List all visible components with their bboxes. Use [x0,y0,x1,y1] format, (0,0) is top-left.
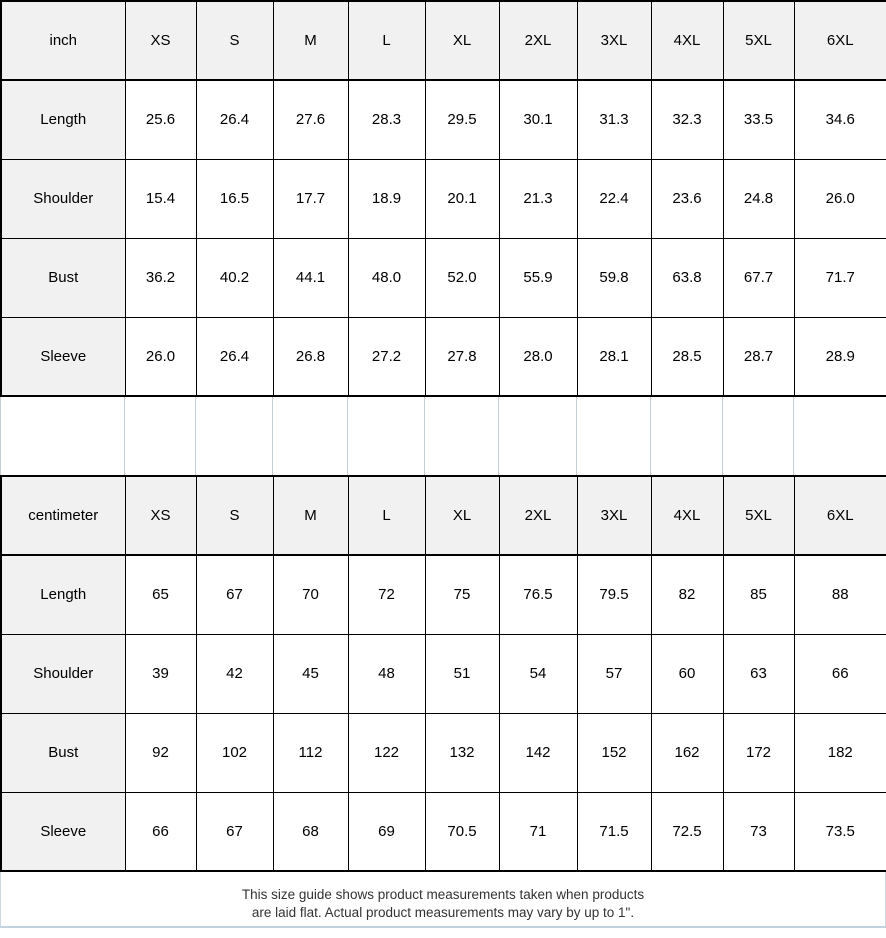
measurement-label: Shoulder [1,634,125,713]
table-row [1,317,886,396]
spacer-cell [425,397,499,475]
size-column-header: 2XL [499,476,577,555]
centimeter-size-table [0,475,886,872]
measurement-value: 72 [348,555,425,634]
spacer-cell [577,397,651,475]
size-column-header: 4XL [651,1,723,80]
measurement-value: 32.3 [651,80,723,159]
spacer-cell [1,397,125,475]
table-spacer [0,397,886,475]
measurement-value: 59.8 [577,238,651,317]
measurement-label: Bust [1,238,125,317]
table-row [1,80,886,159]
measurement-value: 22.4 [577,159,651,238]
measurement-value: 40.2 [196,238,273,317]
measurement-label: Length [1,555,125,634]
measurement-value: 65 [125,555,196,634]
size-column-header: L [348,476,425,555]
size-column-header: 6XL [794,476,886,555]
unit-label: centimeter [1,476,125,555]
measurement-value: 28.5 [651,317,723,396]
measurement-label: Length [1,80,125,159]
measurement-value: 52.0 [425,238,499,317]
measurement-value: 48.0 [348,238,425,317]
table-row [1,555,886,634]
measurement-value: 68 [273,792,348,871]
measurement-label: Sleeve [1,317,125,396]
spacer-cell [273,397,348,475]
size-column-header: 5XL [723,476,794,555]
size-column-header: XS [125,1,196,80]
table-row [1,792,886,871]
measurement-label: Shoulder [1,159,125,238]
measurement-value: 67.7 [723,238,794,317]
measurement-value: 51 [425,634,499,713]
measurement-value: 26.0 [794,159,886,238]
size-column-header: L [348,1,425,80]
measurement-value: 26.0 [125,317,196,396]
measurement-value: 57 [577,634,651,713]
size-column-header: 3XL [577,1,651,80]
spacer-cell [125,397,196,475]
table-row [1,238,886,317]
measurement-value: 23.6 [651,159,723,238]
measurement-value: 42 [196,634,273,713]
measurement-value: 27.8 [425,317,499,396]
spacer-cell [499,397,577,475]
measurement-value: 28.0 [499,317,577,396]
measurement-value: 28.7 [723,317,794,396]
measurement-value: 82 [651,555,723,634]
size-column-header: 5XL [723,1,794,80]
measurement-value: 27.2 [348,317,425,396]
measurement-label: Sleeve [1,792,125,871]
measurement-value: 28.9 [794,317,886,396]
measurement-value: 63.8 [651,238,723,317]
measurement-value: 29.5 [425,80,499,159]
measurement-value: 75 [425,555,499,634]
measurement-value: 142 [499,713,577,792]
measurement-value: 102 [196,713,273,792]
spacer-cell [651,397,723,475]
measurement-value: 16.5 [196,159,273,238]
measurement-value: 162 [651,713,723,792]
unit-label: inch [1,1,125,80]
measurement-value: 33.5 [723,80,794,159]
measurement-value: 66 [794,634,886,713]
measurement-value: 39 [125,634,196,713]
measurement-value: 30.1 [499,80,577,159]
measurement-value: 15.4 [125,159,196,238]
measurement-value: 34.6 [794,80,886,159]
measurement-value: 73.5 [794,792,886,871]
measurement-value: 31.3 [577,80,651,159]
measurement-value: 54 [499,634,577,713]
size-column-header: M [273,1,348,80]
spacer-cell [196,397,273,475]
measurement-value: 26.4 [196,317,273,396]
measurement-value: 132 [425,713,499,792]
measurement-value: 48 [348,634,425,713]
measurement-value: 28.3 [348,80,425,159]
size-column-header: XL [425,1,499,80]
measurement-value: 18.9 [348,159,425,238]
measurement-value: 67 [196,792,273,871]
measurement-label: Bust [1,713,125,792]
size-column-header: XS [125,476,196,555]
inch-size-table [0,0,886,397]
measurement-value: 85 [723,555,794,634]
spacer-cell [723,397,794,475]
measurement-value: 88 [794,555,886,634]
measurement-value: 182 [794,713,886,792]
measurement-value: 71.5 [577,792,651,871]
size-column-header: XL [425,476,499,555]
footer-note [0,872,886,928]
footer-note-line1: This size guide shows product measurements taken when products [241,887,645,902]
measurement-value: 92 [125,713,196,792]
size-column-header: S [196,476,273,555]
measurement-value: 152 [577,713,651,792]
table-row [1,713,886,792]
measurement-value: 24.8 [723,159,794,238]
spacer-cell [794,397,886,475]
measurement-value: 55.9 [499,238,577,317]
table-row [1,634,886,713]
size-column-header: 4XL [651,476,723,555]
measurement-value: 26.4 [196,80,273,159]
measurement-value: 45 [273,634,348,713]
measurement-value: 21.3 [499,159,577,238]
measurement-value: 79.5 [577,555,651,634]
measurement-value: 63 [723,634,794,713]
measurement-value: 122 [348,713,425,792]
measurement-value: 44.1 [273,238,348,317]
size-column-header: 6XL [794,1,886,80]
measurement-value: 67 [196,555,273,634]
measurement-value: 27.6 [273,80,348,159]
footer-note-line2: are laid flat. Actual product measurements may vary by up to 1". [251,905,635,920]
measurement-value: 20.1 [425,159,499,238]
measurement-value: 172 [723,713,794,792]
size-column-header: 2XL [499,1,577,80]
measurement-value: 70.5 [425,792,499,871]
measurement-value: 72.5 [651,792,723,871]
measurement-value: 112 [273,713,348,792]
measurement-value: 66 [125,792,196,871]
measurement-value: 36.2 [125,238,196,317]
measurement-value: 60 [651,634,723,713]
measurement-value: 76.5 [499,555,577,634]
measurement-value: 69 [348,792,425,871]
measurement-value: 70 [273,555,348,634]
measurement-value: 17.7 [273,159,348,238]
measurement-value: 73 [723,792,794,871]
measurement-value: 25.6 [125,80,196,159]
table-row [1,159,886,238]
size-column-header: S [196,1,273,80]
size-column-header: 3XL [577,476,651,555]
measurement-value: 26.8 [273,317,348,396]
spacer-cell [348,397,425,475]
measurement-value: 28.1 [577,317,651,396]
measurement-value: 71.7 [794,238,886,317]
measurement-value: 71 [499,792,577,871]
size-column-header: M [273,476,348,555]
